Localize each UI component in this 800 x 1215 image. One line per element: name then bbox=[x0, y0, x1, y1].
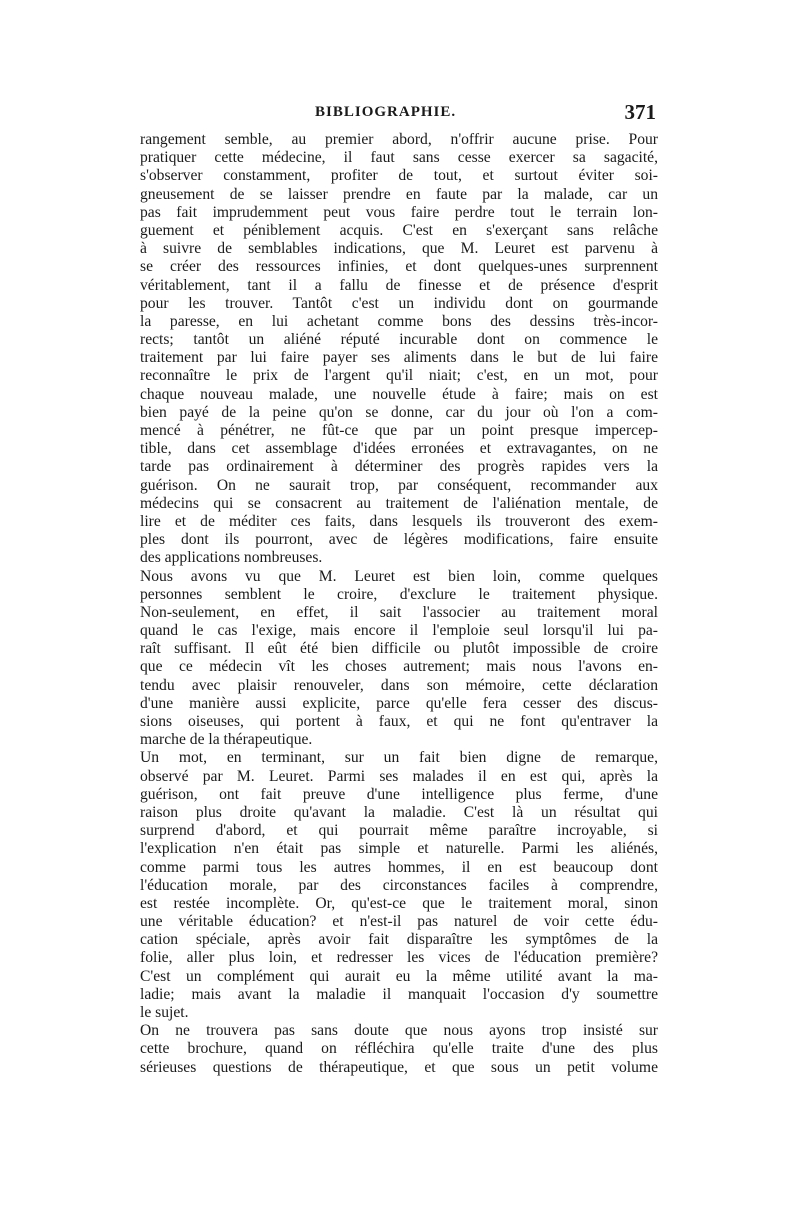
text-line: quand le cas l'exige, mais encore il l'emploie seul lorsqu'il lui pa- bbox=[140, 622, 658, 640]
body-text bbox=[140, 131, 658, 1077]
text-line: guement et péniblement acquis. C'est en s'exerçant sans relâche bbox=[140, 221, 658, 239]
text-line: bien payé de la peine qu'on se donne, car du jour où l'on a com- bbox=[140, 403, 658, 421]
text-line: guérison, ont fait preuve d'une intelligence plus ferme, d'une bbox=[140, 785, 658, 803]
text-line: l'explication n'en était pas simple et naturelle. Parmi les aliénés, bbox=[140, 840, 658, 858]
text-line: comme parmi tous les autres hommes, il en est beaucoup dont bbox=[140, 858, 658, 876]
text-line: le sujet. bbox=[140, 1004, 189, 1021]
text-line: tendu avec plaisir renouveler, dans son mémoire, cette déclaration bbox=[140, 676, 658, 694]
text-line: gneusement de se laisser prendre en faute par la malade, car un bbox=[140, 185, 658, 203]
text-line: personnes semblent le croire, d'exclure le traitement physique. bbox=[140, 585, 658, 603]
text-line: rangement semble, au premier abord, n'offrir aucune prise. Pour bbox=[140, 131, 658, 148]
text-line: cette brochure, quand on réfléchira qu'elle traite d'une des plus bbox=[140, 1040, 658, 1058]
text-line: ladie; mais avant la maladie il manquait l'occasion d'y soumettre bbox=[140, 985, 658, 1003]
text-line: que ce médecin vît les choses autrement; mais nous l'avons en- bbox=[140, 658, 658, 676]
text-line: la paresse, en lui achetant comme bons des dessins très-incor- bbox=[140, 312, 658, 330]
text-line: pratiquer cette médecine, il faut sans cesse exercer sa sagacité, bbox=[140, 149, 658, 167]
text-line: chaque nouveau malade, une nouvelle étude à faire; mais on est bbox=[140, 385, 658, 403]
text-line: sions oiseuses, qui portent à faux, et qui ne font qu'entraver la bbox=[140, 713, 658, 730]
text-line: ples dont ils pourront, avec de légères modifications, faire ensuite bbox=[140, 531, 658, 549]
text-line: mencé à pénétrer, ne fût-ce que par un point presque impercep- bbox=[140, 422, 658, 439]
text-line: pour les trouver. Tantôt c'est un individu dont on gourmande bbox=[140, 294, 658, 312]
text-line: reconnaître le prix de l'argent qu'il niait; c'est, en un mot, pour bbox=[140, 367, 658, 385]
running-head: BIBLIOGRAPHIE. bbox=[315, 104, 457, 120]
text-line: tible, dans cet assemblage d'idées erronées et extravagantes, on ne bbox=[140, 440, 658, 458]
text-line: s'observer constamment, profiter de tout, et surtout éviter soi- bbox=[140, 167, 658, 185]
text-line: traitement par lui faire payer ses aliments dans le but de lui faire bbox=[140, 349, 658, 367]
page-number: 371 bbox=[624, 100, 656, 124]
text-line: se créer des ressources infinies, et dont quelques-unes surprennent bbox=[140, 258, 658, 276]
text-line: d'une manière aussi explicite, parce qu'elle fera cesser des discus- bbox=[140, 694, 658, 712]
text-line: raît suffisant. Il eût été bien difficile ou plutôt impossible de croire bbox=[140, 640, 658, 658]
text-line: Non-seulement, en effet, il sait l'associer au traitement moral bbox=[140, 603, 658, 621]
text-line: guérison. On ne saurait trop, par conséquent, recommander aux bbox=[140, 476, 658, 494]
text-line: à suivre de semblables indications, que M. Leuret est parvenu à bbox=[140, 240, 658, 258]
text-line: sérieuses questions de thérapeutique, et que sous un petit volume bbox=[140, 1058, 658, 1076]
text-line: l'éducation morale, par des circonstances faciles à comprendre, bbox=[140, 876, 658, 894]
text-line: cation spéciale, après avoir fait disparaître les symptômes de la bbox=[140, 931, 658, 949]
text-line: tarde pas ordinairement à déterminer des progrès rapides vers la bbox=[140, 458, 658, 476]
text-line: raison plus droite qu'avant la maladie. C'est là un résultat qui bbox=[140, 803, 658, 821]
text-line: Un mot, en terminant, sur un fait bien digne de remarque, bbox=[140, 749, 658, 767]
text-line: est restée incomplète. Or, qu'est-ce que le traitement moral, sinon bbox=[140, 894, 658, 912]
text-line: C'est un complément qui aurait eu la même utilité avant la ma- bbox=[140, 967, 658, 985]
text-line: rects; tantôt un aliéné réputé incurable dont on commence le bbox=[140, 331, 658, 349]
text-line: lire et de méditer ces faits, dans lesquels ils trouveront des exem- bbox=[140, 512, 658, 530]
page-header bbox=[140, 100, 658, 128]
text-line: une véritable éducation? et n'est-il pas naturel de voir cette édu- bbox=[140, 913, 658, 931]
text-line: marche de la thérapeutique. bbox=[140, 731, 313, 749]
text-line: Nous avons vu que M. Leuret est bien loin, comme quelques bbox=[140, 567, 658, 585]
text-line: folie, aller plus loin, et redresser les vices de l'éducation première? bbox=[140, 949, 658, 967]
text-line: médecins qui se consacrent au traitement de l'aliénation mentale, de bbox=[140, 494, 658, 512]
text-line: surprend d'abord, et qui pourrait même paraître incroyable, si bbox=[140, 822, 658, 840]
text-line: des applications nombreuses. bbox=[140, 549, 323, 567]
text-line: véritablement, tant il a fallu de finesse et de présence d'esprit bbox=[140, 276, 658, 294]
text-line: observé par M. Leuret. Parmi ses malades il en est qui, après la bbox=[140, 767, 658, 785]
text-line: pas fait imprudemment peut vous faire perdre tout le terrain lon- bbox=[140, 203, 658, 221]
text-line: On ne trouvera pas sans doute que nous ayons trop insisté sur bbox=[140, 1022, 658, 1040]
